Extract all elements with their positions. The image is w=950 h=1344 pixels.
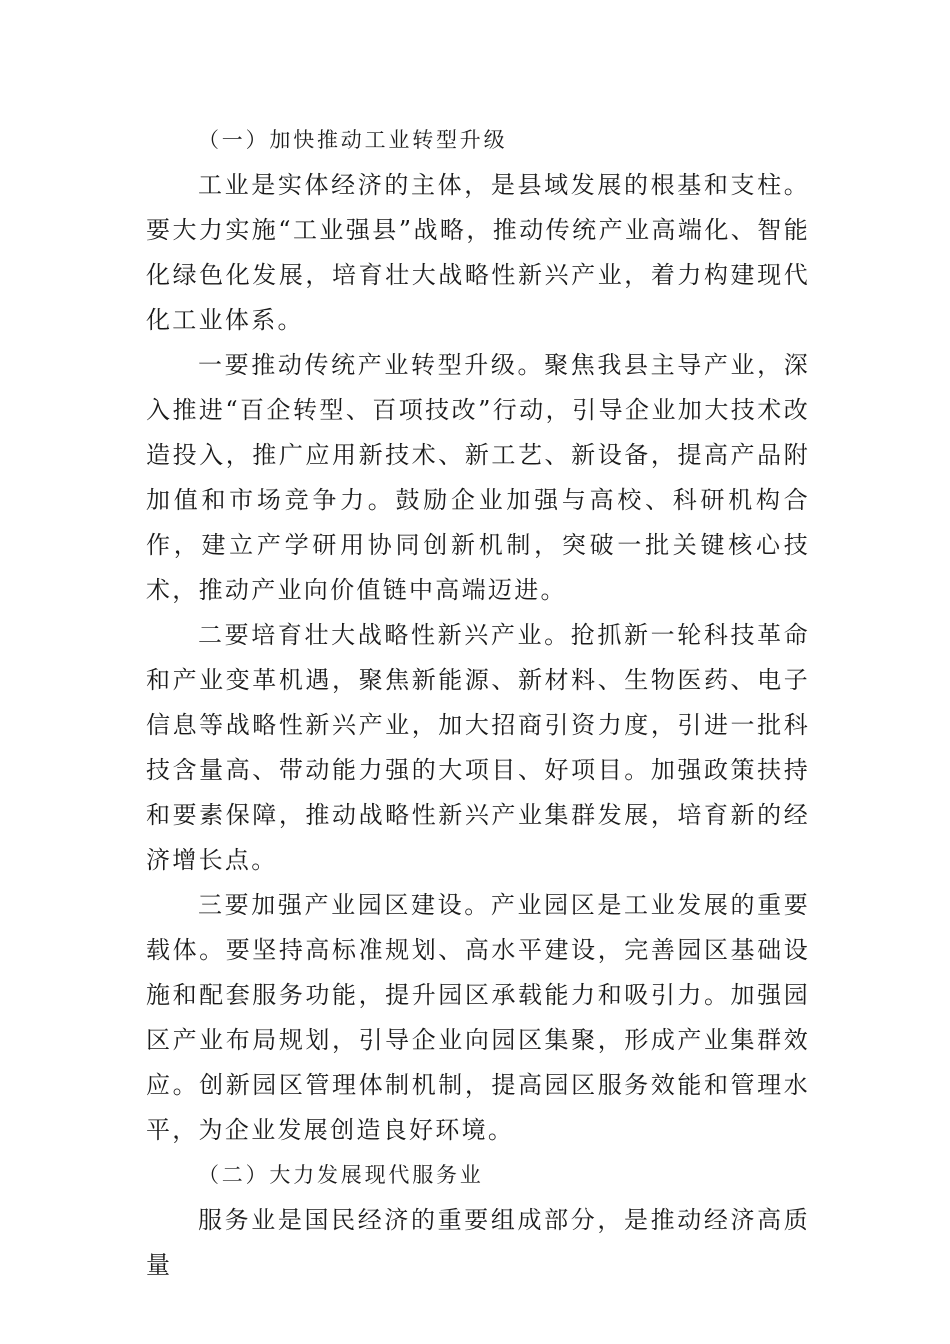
paragraph-industrial-parks: 三要加强产业园区建设。产业园区是工业发展的重要载体。要坚持高标准规划、高水平建设，完善园区基础设施和配套服务功能，提升园区承载能力和吸引力。加强园区产业布局规划，引导企业向园区集聚，形成产业集群效应。创新园区管理体制机制，提高园区服务效能和管理水平，为企业发展创造良好环境。 [146,891,810,1144]
document-body [146,118,810,1288]
paragraph-emerging-industry: 二要培育壮大战略性新兴产业。抢抓新一轮科技革命和产业变革机遇，聚焦新能源、新材料、生物医药、电子信息等战略性新兴产业，加大招商引资力度，引进一批科技含量高、带动能力强的大项目、好项目。加强政策扶持和要素保障，推动战略性新兴产业集群发展，培育新的经济增长点。 [146,621,810,874]
section-heading-industry: （一）加快推动工业转型升级 [198,128,508,152]
paragraph-traditional-industry: 一要推动传统产业转型升级。聚焦我县主导产业，深入推进“百企转型、百项技改”行动，引导企业加大技术改造投入，推广应用新技术、新工艺、新设备，提高产品附加值和市场竞争力。鼓励企业加强与高校、科研机构合作，建立产学研用协同创新机制，突破一批关键核心技术，推动产业向价值链中高端迈进。 [146,351,810,604]
section-intro-industry: 工业是实体经济的主体，是县域发展的根基和支柱。要大力实施“工业强县”战略，推动传统产业高端化、智能化绿色化发展，培育壮大战略性新兴产业，着力构建现代化工业体系。 [146,171,810,334]
section-heading-services: （二）大力发展现代服务业 [198,1163,484,1187]
section-intro-services: 服务业是国民经济的重要组成部分，是推动经济高质量 [146,1206,810,1279]
